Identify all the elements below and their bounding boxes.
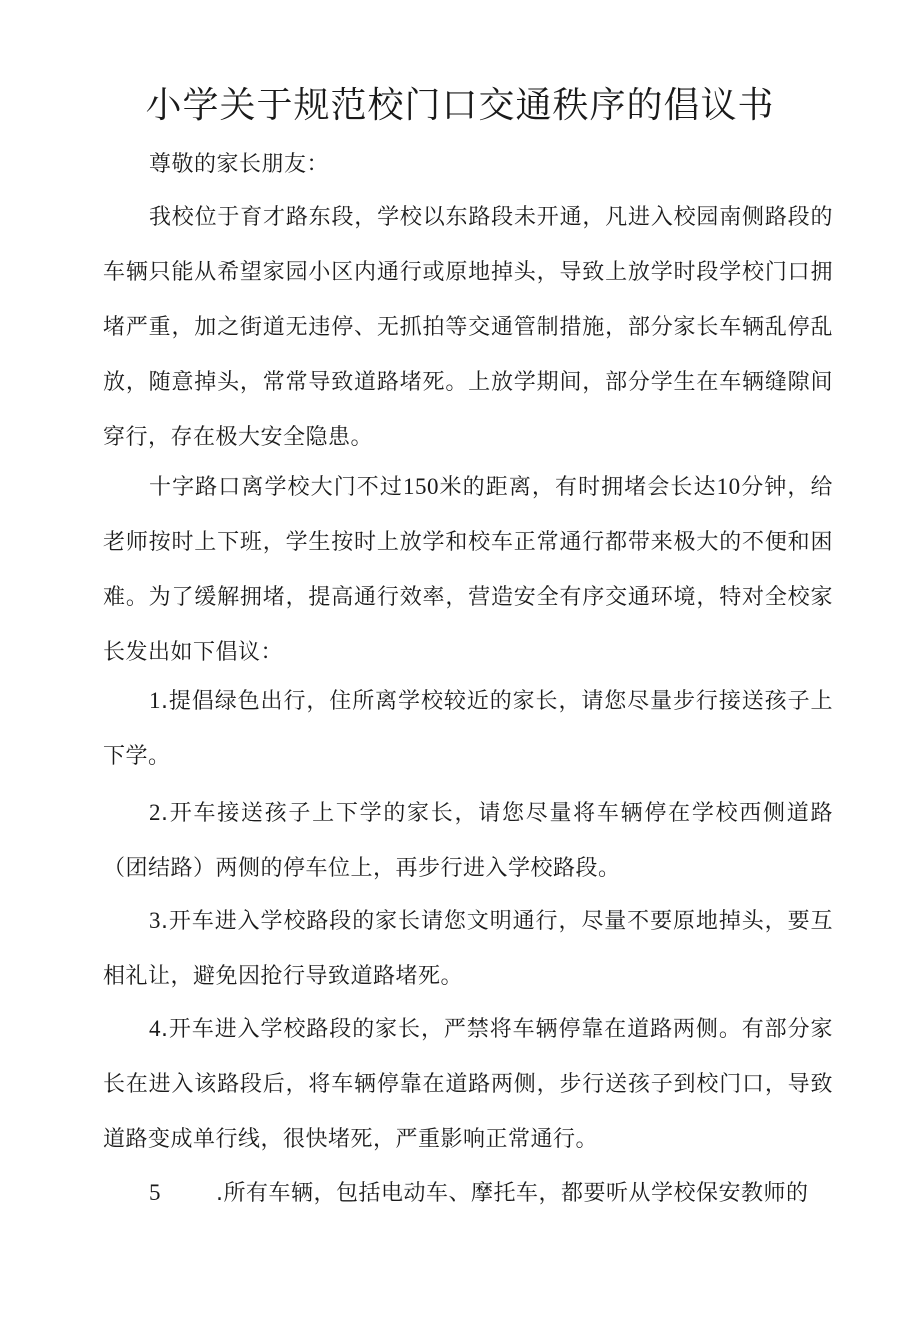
paragraph-congestion-part2: 米的距离，有时拥堵会长达 [438,475,717,500]
item-text: .开车进入学校路段的家长，严禁将车辆停靠在道路两侧。有部分家长在进入该路段后，将车辆停靠在道路两侧，步行送孩子到校门口，导致道路变成单行线，很快堵死，严重影响正常通行。 [103,1017,833,1152]
paragraph-congestion-part3: 分钟，给老师按时上下班，学生按时上放学和校车正常通行都带来极大的不便和困难。为了缓解拥堵，提高通行效率，营造安全有序交通环境，特对全校家长发出如下倡议： [103,475,833,665]
item-number: 4 [149,1016,161,1041]
list-item [103,785,833,896]
item-text: .所有车辆，包括电动车、摩托车，都要听从学校保安教师的 [216,1181,809,1206]
list-item [103,893,833,1004]
list-item [103,1001,833,1167]
paragraph-congestion-part1: 十字路口离学校大门不过 [149,475,403,500]
greeting: 尊敬的家长朋友： [149,152,330,177]
list-item [103,1165,833,1221]
item-number: 3 [149,908,161,933]
distance-value: 150 [402,474,439,499]
paragraph-intro: 我校位于育才路东段，学校以东路段未开通，凡进入校园南侧路段的车辆只能从希望家园小区内通行或原地掉头，导致上放学时段学校门口拥堵严重，加之街道无违停、无抓拍等交通管制措施，部分家长车辆乱停乱放，随意掉头，常常导致道路堵死。上放学期间，部分学生在车辆缝隙间穿行，存在极大安全隐患。 [103,205,833,450]
paragraph-congestion [103,459,833,680]
item-number: 2 [149,800,161,825]
item-text: .开车进入学校路段的家长请您文明通行，尽量不要原地掉头，要互相礼让，避免因抢行导致道路堵死。 [103,909,833,989]
item-number: 1 [149,688,161,713]
list-item [103,673,833,784]
item-text: .开车接送孩子上下学的家长，请您尽量将车辆停在学校西侧道路（团结路）两侧的停车位上，再步行进入学校路段。 [103,801,833,881]
document-title: 小学关于规范校门口交通秩序的倡议书 [145,85,775,126]
item-text: .提倡绿色出行，住所离学校较近的家长，请您尽量步行接送孩子上下学。 [103,689,833,769]
item-number: 5 [149,1180,161,1205]
minutes-value: 10 [716,474,741,499]
